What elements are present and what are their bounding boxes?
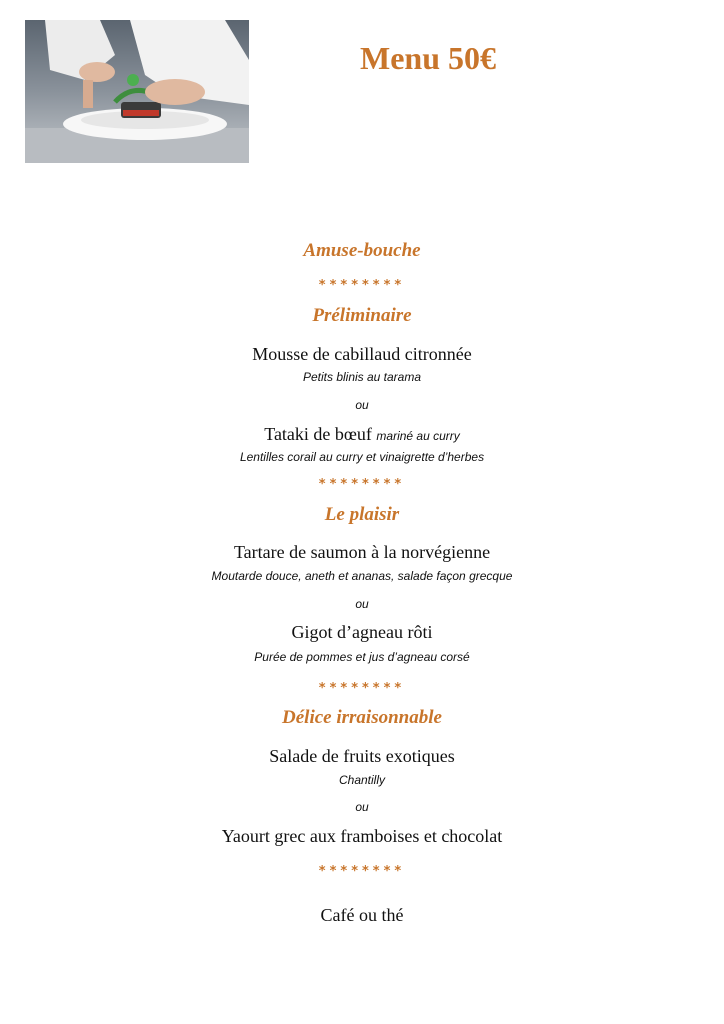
dish-salade-fruits: Salade de fruits exotiques — [269, 746, 455, 766]
or-separator: ou — [355, 800, 369, 814]
separator-stars: ******** — [318, 681, 406, 696]
separator-stars: ******** — [318, 278, 406, 293]
dish-tartare-saumon: Tartare de saumon à la norvégienne — [233, 542, 491, 562]
section-title-preliminaire: Préliminaire — [312, 305, 412, 326]
dish-description: Moutarde douce, aneth et ananas, salade façon grecque — [211, 569, 513, 583]
dish-mousse-cabillaud: Mousse de cabillaud citronnée — [252, 344, 472, 364]
separator-stars: ******** — [318, 477, 406, 492]
dish-description: Lentilles corail au curry et vinaigrette d’herbes — [239, 450, 485, 464]
or-separator: ou — [355, 597, 369, 611]
dish-name: Tataki de bœuf — [264, 424, 372, 444]
menu-title: Menu 50€ — [360, 40, 496, 76]
dish-name-suffix: mariné au curry — [376, 429, 460, 443]
dish-tataki-boeuf — [0, 424, 724, 445]
dish-gigot-agneau: Gigot d’agneau rôti — [291, 622, 433, 642]
or-separator: ou — [355, 398, 369, 412]
dish-description: Purée de pommes et jus d’agneau corsé — [254, 650, 470, 664]
dish-description: Chantilly — [338, 773, 386, 787]
section-title-le-plaisir: Le plaisir — [324, 504, 400, 525]
dish-yaourt-grec: Yaourt grec aux framboises et chocolat — [221, 826, 503, 846]
drink-option: Café ou thé — [320, 905, 404, 925]
dish-description: Petits blinis au tarama — [302, 370, 422, 384]
section-title-delice: Délice irraisonnable — [282, 707, 442, 728]
section-title-amuse-bouche: Amuse-bouche — [303, 240, 421, 261]
separator-stars: ******** — [318, 864, 406, 879]
chef-plating-photo — [25, 20, 249, 163]
